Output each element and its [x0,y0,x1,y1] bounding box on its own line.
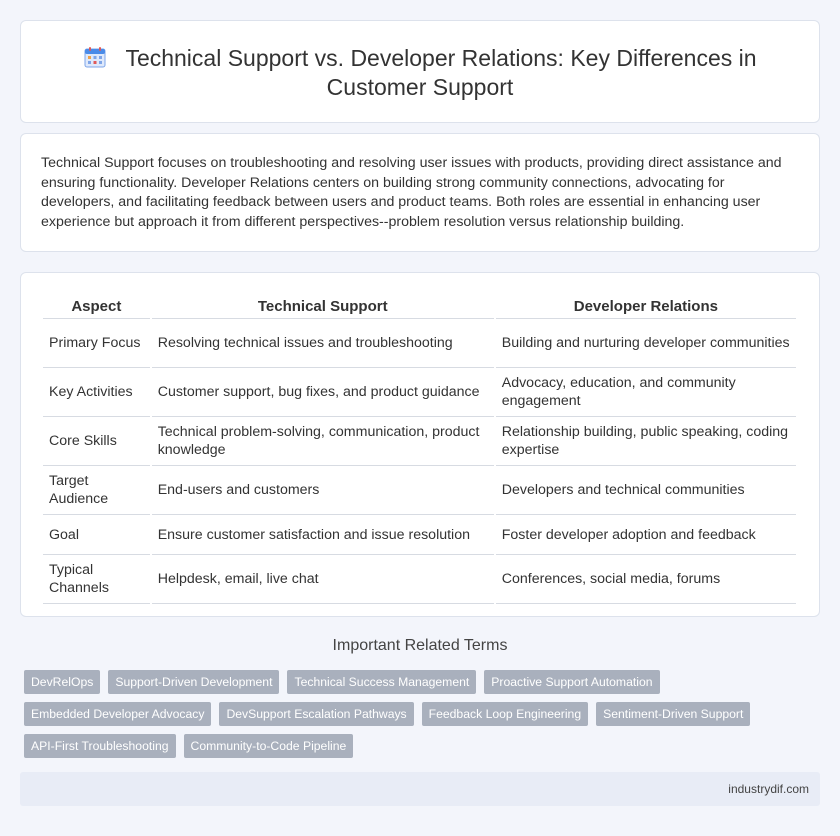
header-developer-relations: Developer Relations [496,295,796,319]
cell-technical-support: End-users and customers [152,466,494,515]
cell-developer-relations: Conferences, social media, forums [496,555,796,604]
header-technical-support: Technical Support [152,295,494,319]
table-row [43,515,796,555]
header-card [20,20,820,123]
table-header-row [43,295,796,319]
tag-row [24,702,820,726]
cell-technical-support: Technical problem-solving, communication, product knowledge [152,417,494,466]
tag-row [24,734,820,758]
cell-developer-relations: Relationship building, public speaking, coding expertise [496,417,796,466]
footer [20,772,820,806]
page-title-wrap [61,44,779,102]
tag-sentiment-driven-support[interactable]: Sentiment-Driven Support [596,702,750,726]
cell-technical-support: Customer support, bug fixes, and product guidance [152,368,494,417]
tag-devsupport-escalation-pathways[interactable]: DevSupport Escalation Pathways [219,702,413,726]
cell-technical-support: Resolving technical issues and troubleshooting [152,319,494,368]
table-row [43,417,796,466]
tag-devrelops[interactable]: DevRelOps [24,670,100,694]
cell-aspect: Typical Channels [43,555,150,604]
related-terms-heading: Important Related Terms [332,637,508,654]
table-row [43,368,796,417]
tag-support-driven-development[interactable]: Support-Driven Development [108,670,279,694]
tag-technical-success-management[interactable]: Technical Success Management [287,670,476,694]
cell-developer-relations: Foster developer adoption and feedback [496,515,796,555]
cell-aspect: Core Skills [43,417,150,466]
related-terms-list [24,670,820,766]
intro-card [20,133,820,252]
cell-aspect: Key Activities [43,368,150,417]
intro-paragraph: Technical Support focuses on troubleshooting and resolving user issues with products, providing direct assistance and ensuring functionality. Developer Relations centers on building strong community connections, advocating for developers, and facilitating feedback between users and product teams. Both roles are essential in enhancing user experience but approach it from different perspectives--problem resolution versus relationship building. [41,155,782,230]
tag-feedback-loop-engineering[interactable]: Feedback Loop Engineering [422,702,588,726]
calendar-icon [83,45,107,69]
cell-technical-support: Ensure customer satisfaction and issue resolution [152,515,494,555]
page-title: Technical Support vs. Developer Relations: Key Differences in Customer Support [125,45,757,100]
tag-api-first-troubleshooting[interactable]: API-First Troubleshooting [24,734,176,758]
table-row [43,319,796,368]
comparison-table [41,295,798,604]
cell-developer-relations: Advocacy, education, and community engagement [496,368,796,417]
cell-developer-relations: Developers and technical communities [496,466,796,515]
cell-developer-relations: Building and nurturing developer communities [496,319,796,368]
comparison-table-card [20,272,820,617]
tag-embedded-developer-advocacy[interactable]: Embedded Developer Advocacy [24,702,211,726]
tag-row [24,670,820,694]
tag-community-to-code-pipeline[interactable]: Community-to-Code Pipeline [184,734,354,758]
cell-aspect: Primary Focus [43,319,150,368]
cell-technical-support: Helpdesk, email, live chat [152,555,494,604]
tag-proactive-support-automation[interactable]: Proactive Support Automation [484,670,659,694]
table-row [43,555,796,604]
header-aspect: Aspect [43,295,150,319]
footer-site-link[interactable]: industrydif.com [728,782,809,796]
cell-aspect: Goal [43,515,150,555]
table-row [43,466,796,515]
cell-aspect: Target Audience [43,466,150,515]
